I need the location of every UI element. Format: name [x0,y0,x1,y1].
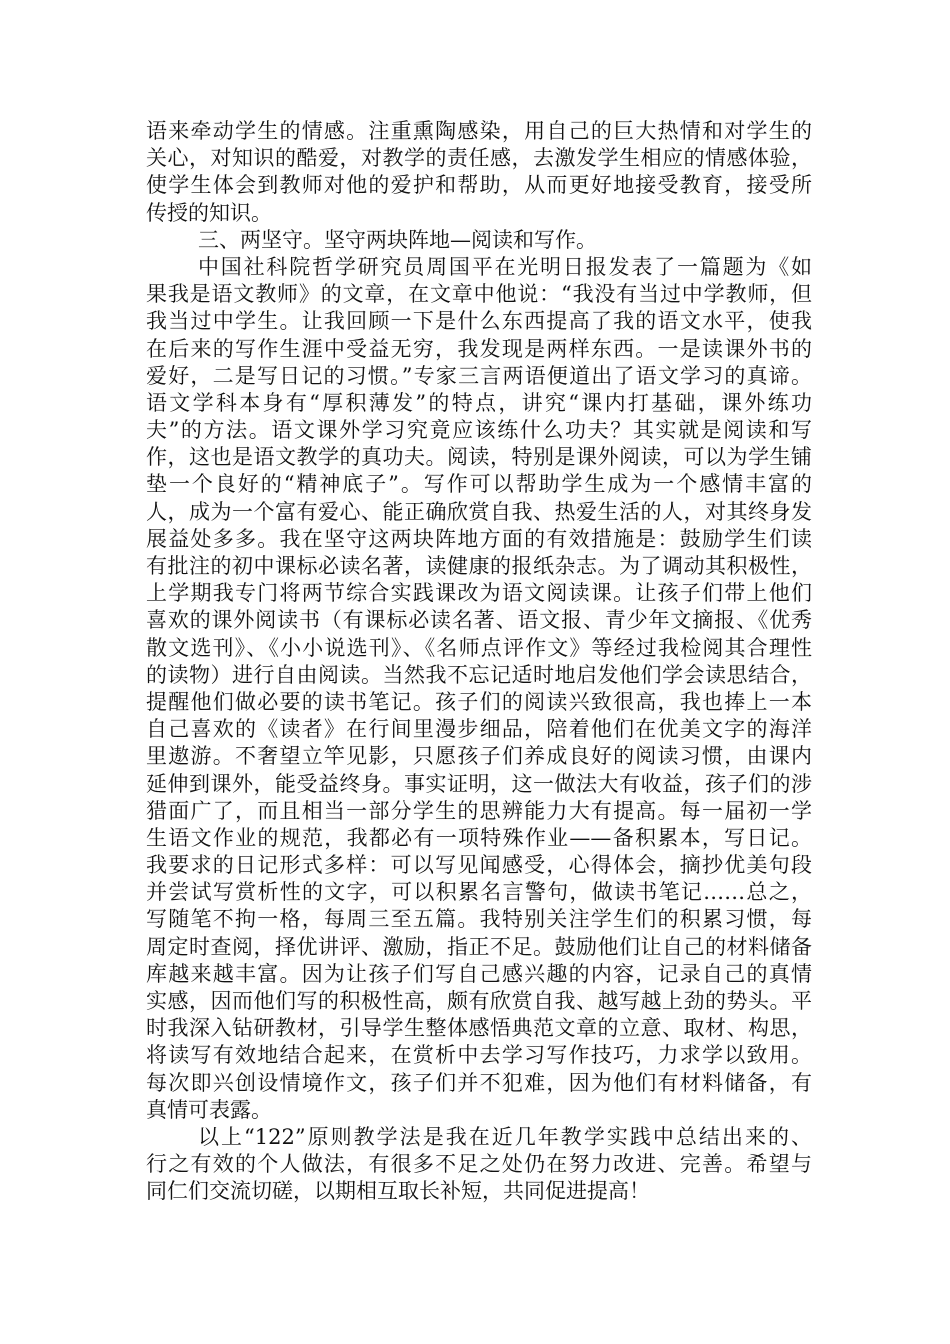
text-line: 有批注的初中课标必读名著，读健康的报纸杂志。为了调动其积极性， [146,554,812,578]
text-line: 上学期我专门将两节综合实践课改为语文阅读课。让孩子们带上他们 [146,581,812,606]
text-line: 作，这也是语文教学的真功夫。阅读，特别是课外阅读，可以为学生铺 [146,445,812,470]
text-line: 每次即兴创设情境作文，孩子们并不犯难，因为他们有材料储备，有 [146,1070,812,1095]
document-body [146,118,812,1206]
text-line: 真情可表露。 [146,1097,272,1122]
text-line: 散文选刊》、《小小说选刊》、《名师点评作文》等经过我检阅其合理性 [146,635,812,660]
text-line: 周定时查阅，择优讲评、激励，指正不足。鼓励他们让自己的材料储备 [146,934,812,959]
text-line: 延伸到课外，能受益终身。事实证明，这一做法大有收益，孩子们的涉 [146,771,812,796]
text-line: 并尝试写赏析性的文字，可以积累名言警句，做读书笔记……总之， [146,880,812,905]
text-line: 将读写有效地结合起来，在赏析中去学习写作技巧，力求学以致用。 [146,1043,812,1068]
text-line: 我当过中学生。让我回顾一下是什么东西提高了我的语文水平，使我 [146,309,812,334]
text-line: 时我深入钻研教材，引导学生整体感悟典范文章的立意、取材、构思， [146,1016,812,1041]
text-line: 自己喜欢的《读者》在行间里漫步细品，陪着他们在优美文字的海洋 [146,717,812,742]
text-line: 提醒他们做必要的读书笔记。孩子们的阅读兴致很高，我也捧上一本 [146,689,812,714]
text-line: 写随笔不拘一格，每周三至五篇。我特别关注学生们的积累习惯，每 [146,907,812,932]
text-line: 语文学科本身有“厚积薄发”的特点，讲究“课内打基础，课外练功 [146,390,812,415]
text-line: 人，成为一个富有爱心、能正确欣赏自我、热爱生活的人，对其终身发 [146,499,812,524]
text-line: 同仁们交流切磋，以期相互取长补短，共同促进提高！ [146,1179,650,1204]
text-line: 关心，对知识的酷爱，对教学的责任感，去激发学生相应的情感体验， [146,146,812,171]
text-line: 果我是语文教师》的文章，在文章中他说：“我没有当过中学教师，但 [146,282,812,307]
text-line: 的读物）进行自由阅读。当然我不忘记适时地启发他们学会读思结合， [146,662,812,687]
text-line: 行之有效的个人做法，有很多不足之处仍在努力改进、完善。希望与 [146,1152,812,1177]
text-line: 三、两坚守。坚守两块阵地—阅读和写作。 [198,227,597,252]
text-line: 生语文作业的规范，我都必有一项特殊作业——备积累本，写日记。 [146,825,812,850]
text-line: 使学生体会到教师对他的爱护和帮助，从而更好地接受教育，接受所 [146,173,812,198]
text-line: 库越来越丰富。因为让孩子们写自己感兴趣的内容，记录自己的真情 [146,961,812,986]
text-line: 猎面广了，而且相当一部分学生的思辨能力大有提高。每一届初一学 [146,798,812,823]
text-line: 中国社科院哲学研究员周国平在光明日报发表了一篇题为《如 [198,254,812,279]
text-line: 展益处多多。我在坚守这两块阵地方面的有效措施是：鼓励学生们读 [146,526,812,551]
text-line: 爱好，二是写日记的习惯。”专家三言两语便道出了语文学习的真谛。 [146,363,812,388]
text-line: 垫一个良好的“精神底子”。写作可以帮助学生成为一个感情丰富的 [146,472,812,497]
text-line: 喜欢的课外阅读书（有课标必读名著、语文报、青少年文摘报、《优秀 [146,608,812,633]
text-line: 语来牵动学生的情感。注重熏陶感染，用自己的巨大热情和对学生的 [146,119,812,143]
text-line: 传授的知识。 [146,200,272,225]
text-line: 里遨游。不奢望立竿见影，只愿孩子们养成良好的阅读习惯，由课内 [146,744,812,769]
text-line: 在后来的写作生涯中受益无穷，我发现是两样东西。一是读课外书的 [146,336,812,361]
text-line: 夫”的方法。语文课外学习究竟应该练什么功夫？其实就是阅读和写 [146,418,812,443]
text-line: 以上“122”原则教学法是我在近几年教学实践中总结出来的、 [198,1124,812,1149]
text-line: 我要求的日记形式多样：可以写见闻感受，心得体会，摘抄优美句段 [146,853,812,878]
text-line: 实感，因而他们写的积极性高，颇有欣赏自我、越写越上劲的势头。平 [146,989,812,1013]
